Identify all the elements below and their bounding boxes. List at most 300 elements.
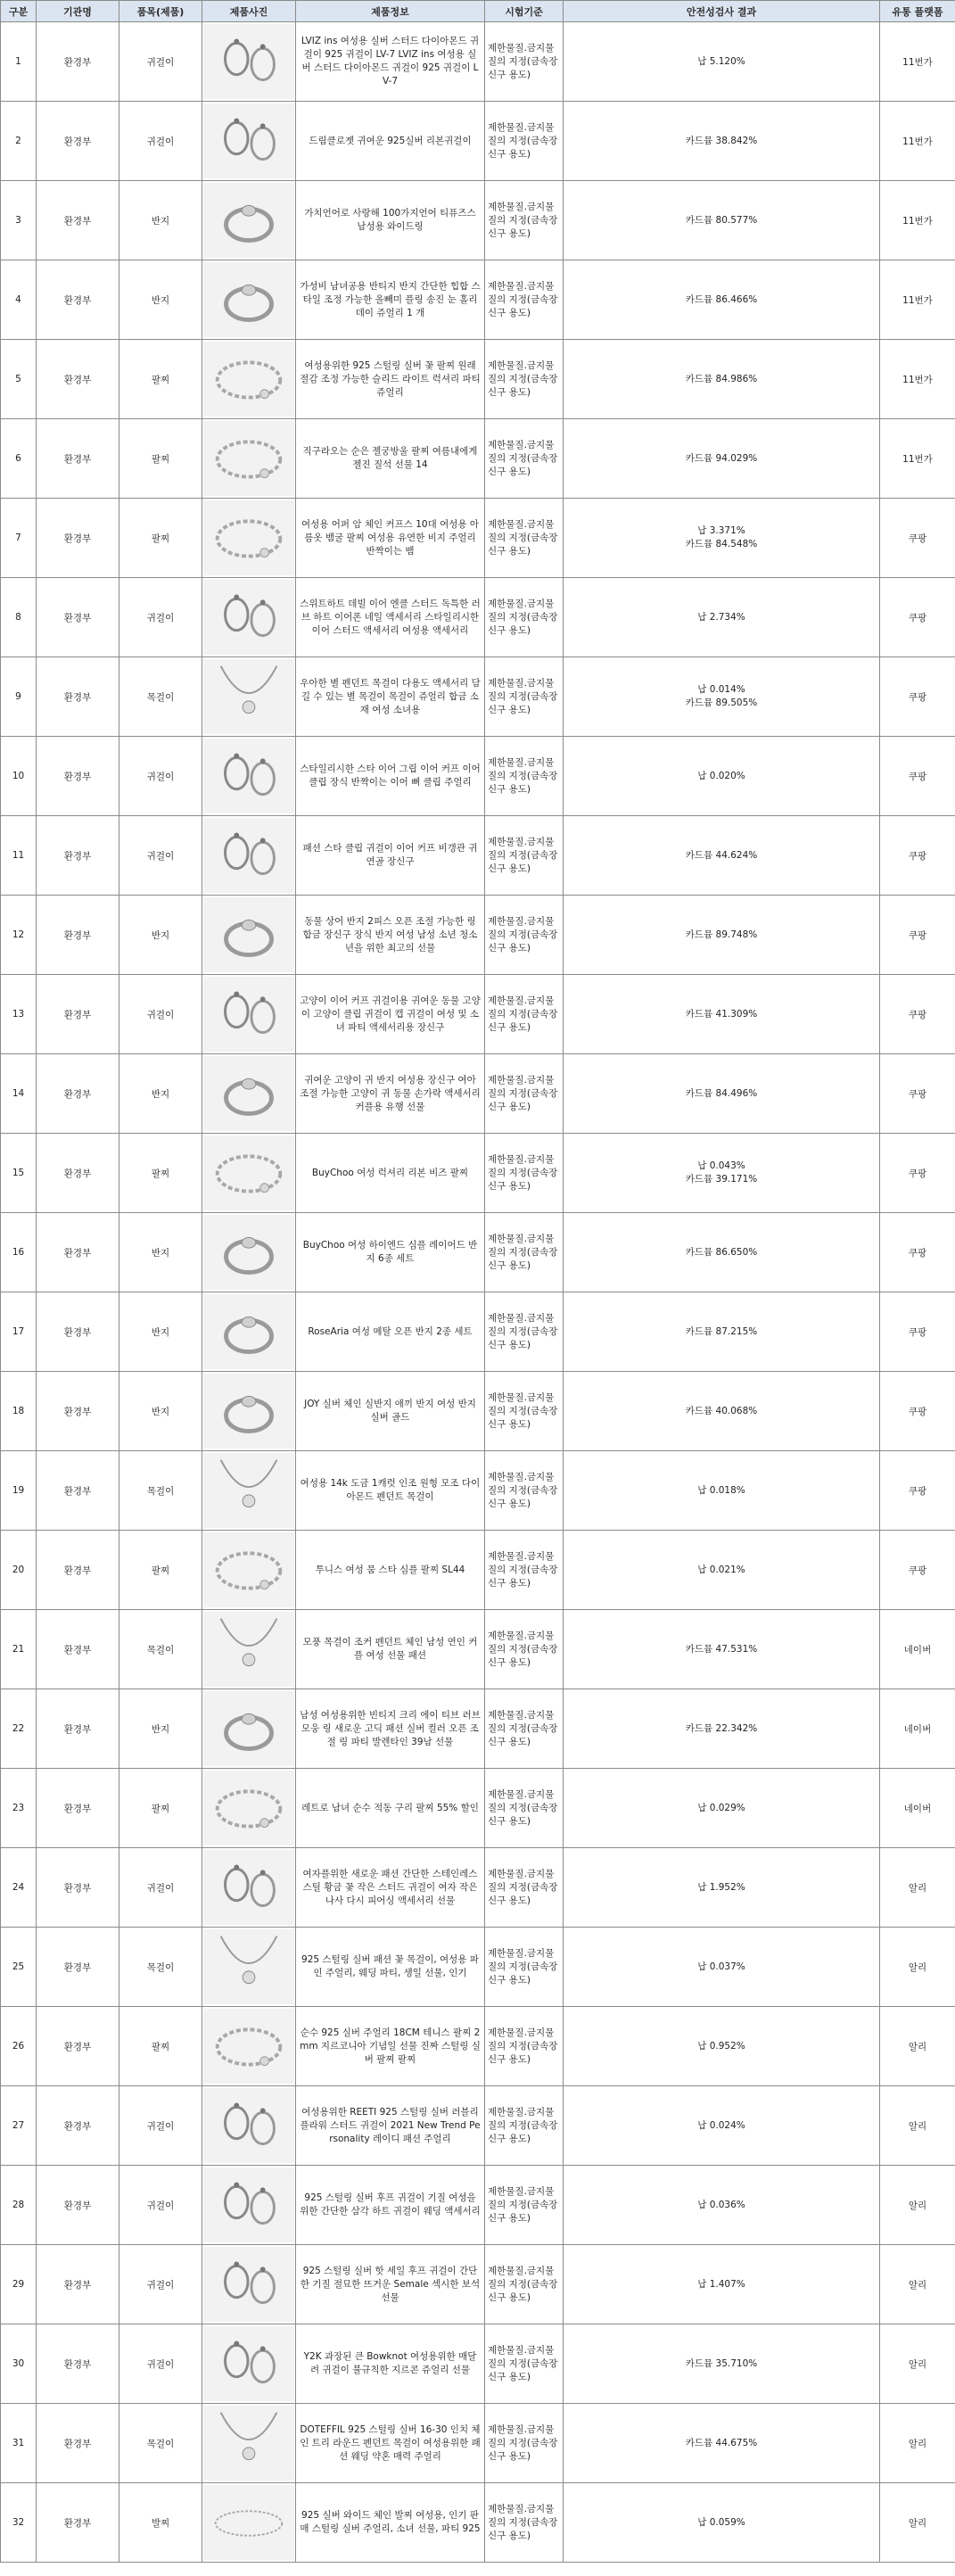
row-item: 반지 (119, 896, 202, 975)
platform: 쿠팡 (880, 1134, 955, 1213)
test-standard: 제한물질.금지물질의 지정(금속장신구 용도) (485, 1213, 564, 1292)
product-info: BuyChoo 여성 럭셔리 리본 비즈 팔찌 (296, 1134, 485, 1213)
test-standard: 제한물질.금지물질의 지정(금속장신구 용도) (485, 816, 564, 896)
product-photo (202, 578, 296, 657)
platform: 11번가 (880, 340, 955, 419)
table-row (1, 499, 955, 578)
product-photo (202, 2404, 296, 2483)
test-result (564, 2007, 880, 2086)
product-info: 남성 여성용위한 빈티지 크리 에이 티브 러브 모웅 링 새로운 고딕 패션 실버 컬러 오픈 조절 링 파티 발렌타인 39남 선물 (296, 1689, 485, 1769)
earring-icon (203, 738, 294, 814)
result-line: 카드뮴 44.624% (685, 849, 758, 861)
row-item: 목걸이 (119, 1928, 202, 2007)
platform: 쿠팡 (880, 975, 955, 1054)
product-photo (202, 657, 296, 737)
result-line: 카드뮴 94.029% (685, 452, 758, 464)
test-standard: 제한물질.금지물질의 지정(금속장신구 용도) (485, 578, 564, 657)
product-info: 여성용위한 925 스털링 실버 꽃 팔찌 원래 절감 조정 가능한 슬리드 라이트 럭셔리 파티 쥬얼리 (296, 340, 485, 419)
row-number: 9 (1, 657, 37, 737)
product-photo (202, 1531, 296, 1610)
row-number: 11 (1, 816, 37, 896)
row-number: 31 (1, 2404, 37, 2483)
result-line: 카드뮴 86.650% (685, 1246, 758, 1258)
platform: 쿠팡 (880, 1292, 955, 1372)
bracelet-icon (203, 2008, 294, 2085)
row-number: 5 (1, 340, 37, 419)
row-item: 팔찌 (119, 1531, 202, 1610)
test-standard: 제한물질.금지물질의 지정(금속장신구 용도) (485, 1292, 564, 1372)
result-line: 납 0.029% (697, 1802, 745, 1813)
platform: 쿠팡 (880, 1054, 955, 1134)
product-info: RoseAria 여성 메탈 오픈 반지 2종 세트 (296, 1292, 485, 1372)
product-info: 여성용위한 REETI 925 스털링 실버 러블리 플라워 스터드 귀걸이 2021 New Trend Personality 레이디 패션 주얼리 (296, 2086, 485, 2166)
row-item: 귀걸이 (119, 975, 202, 1054)
row-number: 21 (1, 1610, 37, 1689)
row-org: 환경부 (37, 260, 119, 340)
table-row (1, 1531, 955, 1610)
table-row (1, 2404, 955, 2483)
test-standard: 제한물질.금지물질의 지정(금속장신구 용도) (485, 181, 564, 260)
test-standard: 제한물질.금지물질의 지정(금속장신구 용도) (485, 737, 564, 816)
result-line: 카드뮴 47.531% (685, 1643, 758, 1655)
product-photo (202, 1213, 296, 1292)
platform: 알리 (880, 2324, 955, 2404)
test-result (564, 260, 880, 340)
product-photo (202, 419, 296, 499)
anklet-icon (203, 2484, 294, 2561)
table-row (1, 2007, 955, 2086)
bracelet-icon (203, 1770, 294, 1846)
ring-icon (203, 1293, 294, 1370)
test-result (564, 419, 880, 499)
product-info: 모풍 목걸이 조커 펜던트 체인 남성 연인 커플 여성 선물 패션 (296, 1610, 485, 1689)
product-photo (202, 1292, 296, 1372)
ring-icon (203, 1373, 294, 1449)
test-standard: 제한물질.금지물질의 지정(금속장신구 용도) (485, 1372, 564, 1451)
test-standard: 제한물질.금지물질의 지정(금속장신구 용도) (485, 2404, 564, 2483)
test-result (564, 2245, 880, 2324)
row-org: 환경부 (37, 1054, 119, 1134)
test-standard: 제한물질.금지물질의 지정(금속장신구 용도) (485, 2483, 564, 2563)
test-result (564, 2404, 880, 2483)
col-header: 구분 (1, 1, 37, 22)
test-result (564, 1689, 880, 1769)
row-item: 귀걸이 (119, 2166, 202, 2245)
col-header: 유통 플랫폼 (880, 1, 955, 22)
result-line: 카드뮴 89.505% (685, 698, 758, 708)
row-number: 23 (1, 1769, 37, 1848)
row-org: 환경부 (37, 1213, 119, 1292)
earring-icon (203, 817, 294, 894)
test-result (564, 1372, 880, 1451)
row-number: 30 (1, 2324, 37, 2404)
row-item: 목걸이 (119, 657, 202, 737)
row-org: 환경부 (37, 181, 119, 260)
row-item: 팔찌 (119, 2007, 202, 2086)
product-photo (202, 1769, 296, 1848)
platform: 쿠팡 (880, 737, 955, 816)
result-line: 납 0.952% (697, 2040, 745, 2052)
necklace-icon (203, 1452, 294, 1529)
row-org: 환경부 (37, 1848, 119, 1928)
table-row (1, 1610, 955, 1689)
row-org: 환경부 (37, 1531, 119, 1610)
platform: 알리 (880, 2404, 955, 2483)
row-number: 6 (1, 419, 37, 499)
row-item: 귀걸이 (119, 2245, 202, 2324)
row-org: 환경부 (37, 340, 119, 419)
platform: 11번가 (880, 260, 955, 340)
table-row (1, 1213, 955, 1292)
row-item: 목걸이 (119, 2404, 202, 2483)
platform: 11번가 (880, 181, 955, 260)
test-standard: 제한물질.금지물질의 지정(금속장신구 용도) (485, 499, 564, 578)
row-number: 22 (1, 1689, 37, 1769)
test-result (564, 2324, 880, 2404)
table-row (1, 1292, 955, 1372)
row-org: 환경부 (37, 2086, 119, 2166)
row-number: 7 (1, 499, 37, 578)
test-standard: 제한물질.금지물질의 지정(금속장신구 용도) (485, 1848, 564, 1928)
test-standard: 제한물질.금지물질의 지정(금속장신구 용도) (485, 22, 564, 102)
row-number: 1 (1, 22, 37, 102)
product-info: 투니스 여성 뭄 스타 심플 팔찌 SL44 (296, 1531, 485, 1610)
row-item: 귀걸이 (119, 816, 202, 896)
row-number: 12 (1, 896, 37, 975)
row-number: 24 (1, 1848, 37, 1928)
table-row (1, 737, 955, 816)
test-standard: 제한물질.금지물질의 지정(금속장신구 용도) (485, 419, 564, 499)
table-row (1, 1134, 955, 1213)
test-result (564, 1292, 880, 1372)
test-result (564, 1213, 880, 1292)
product-info: 고양이 이어 커프 귀걸이용 귀여운 동물 고양이 고양이 클립 귀걸이 캡 귀걸이 여성 및 소녀 파티 액세서리용 장신구 (296, 975, 485, 1054)
necklace-icon (203, 1611, 294, 1688)
result-line: 카드뮴 87.215% (685, 1325, 758, 1337)
test-result (564, 1928, 880, 2007)
row-org: 환경부 (37, 1292, 119, 1372)
table-row (1, 1769, 955, 1848)
earring-icon (203, 976, 294, 1053)
product-info: 925 실버 와이드 체인 발찌 여성용, 인기 판매 스털링 실버 주얼리, 소녀 선물, 파티 925 (296, 2483, 485, 2563)
ring-icon (203, 896, 294, 973)
result-line: 납 5.120% (697, 55, 745, 67)
product-info: JOY 실버 체인 실반지 애끼 반지 여성 반지 실버 골드 (296, 1372, 485, 1451)
test-result (564, 340, 880, 419)
test-result (564, 1848, 880, 1928)
earring-icon (203, 579, 294, 656)
row-number: 15 (1, 1134, 37, 1213)
row-number: 26 (1, 2007, 37, 2086)
table-row (1, 2166, 955, 2245)
col-header: 기관명 (37, 1, 119, 22)
product-info: 925 스털링 실버 패션 꽃 목걸이, 여성용 파인 주얼리, 웨딩 파티, 생일 선물, 인기 (296, 1928, 485, 2007)
row-item: 귀걸이 (119, 1848, 202, 1928)
row-org: 환경부 (37, 419, 119, 499)
row-item: 반지 (119, 1054, 202, 1134)
test-result (564, 578, 880, 657)
bracelet-icon (203, 1532, 294, 1608)
result-line: 카드뮴 84.986% (685, 373, 758, 384)
product-photo (202, 2086, 296, 2166)
bracelet-icon (203, 1135, 294, 1211)
product-info: 드림클로젯 귀여운 925실버 리본귀걸이 (296, 102, 485, 181)
platform: 쿠팡 (880, 1531, 955, 1610)
test-result (564, 499, 880, 578)
product-photo (202, 1689, 296, 1769)
result-line: 납 0.024% (697, 2119, 745, 2131)
product-info: Y2K 과장된 큰 Bowknot 여성용위한 매달려 귀걸이 불규칙한 지르콘 쥬얼리 선물 (296, 2324, 485, 2404)
ring-icon (203, 182, 294, 259)
table-row (1, 419, 955, 499)
col-header: 품목(제품) (119, 1, 202, 22)
table-row (1, 1928, 955, 2007)
product-info: LVIZ ins 여성용 실버 스터드 다이아몬드 귀걸이 925 귀걸이 LV-7 LVIZ ins 여성용 실버 스터드 다이아몬드 귀걸이 925 귀걸이 LV-7 (296, 22, 485, 102)
row-org: 환경부 (37, 499, 119, 578)
test-standard: 제한물질.금지물질의 지정(금속장신구 용도) (485, 1451, 564, 1531)
test-result (564, 737, 880, 816)
platform: 쿠팡 (880, 578, 955, 657)
result-line: 카드뮴 39.171% (685, 1174, 758, 1185)
row-org: 환경부 (37, 578, 119, 657)
table-row (1, 816, 955, 896)
product-photo (202, 816, 296, 896)
row-org: 환경부 (37, 1451, 119, 1531)
table-row (1, 578, 955, 657)
row-org: 환경부 (37, 2483, 119, 2563)
row-item: 귀걸이 (119, 2324, 202, 2404)
necklace-icon (203, 2405, 294, 2481)
test-standard: 제한물질.금지물질의 지정(금속장신구 용도) (485, 1769, 564, 1848)
earring-icon (203, 2087, 294, 2164)
product-info: 스위트하트 데빌 이어 엔클 스터드 독특한 러브 하트 이어폰 네일 액세서리 스타일리시한 이어 스터드 액세서리 여성용 액세서리 (296, 578, 485, 657)
result-line: 납 0.021% (697, 1564, 745, 1575)
row-number: 8 (1, 578, 37, 657)
row-item: 귀걸이 (119, 2086, 202, 2166)
row-item: 팔찌 (119, 419, 202, 499)
platform: 네이버 (880, 1769, 955, 1848)
row-org: 환경부 (37, 1372, 119, 1451)
product-photo (202, 1451, 296, 1531)
test-result (564, 181, 880, 260)
test-standard: 제한물질.금지물질의 지정(금속장신구 용도) (485, 2324, 564, 2404)
row-org: 환경부 (37, 1769, 119, 1848)
row-number: 27 (1, 2086, 37, 2166)
product-photo (202, 260, 296, 340)
platform: 알리 (880, 1928, 955, 2007)
platform: 쿠팡 (880, 1451, 955, 1531)
test-result (564, 1054, 880, 1134)
product-photo (202, 896, 296, 975)
table-row (1, 2324, 955, 2404)
product-photo (202, 975, 296, 1054)
row-number: 14 (1, 1054, 37, 1134)
product-photo (202, 737, 296, 816)
test-standard: 제한물질.금지물질의 지정(금속장신구 용도) (485, 657, 564, 737)
row-org: 환경부 (37, 1134, 119, 1213)
product-info: 우아한 별 펜던트 목걸이 다용도 액세서리 담길 수 있는 별 목걸이 목걸이 쥬얼리 합금 소재 여성 소녀용 (296, 657, 485, 737)
table-row (1, 2086, 955, 2166)
product-info: 여성용 14k 도금 1캐럿 인조 원형 모조 다이아몬드 펜던트 목걸이 (296, 1451, 485, 1531)
test-standard: 제한물질.금지물질의 지정(금속장신구 용도) (485, 975, 564, 1054)
table-row (1, 896, 955, 975)
product-info: 925 스털링 실버 후프 귀걸이 기질 여성을 위한 간단한 삼각 하트 귀걸이 웨딩 액세서리 (296, 2166, 485, 2245)
table-row (1, 1451, 955, 1531)
table-row (1, 2483, 955, 2563)
product-photo (202, 499, 296, 578)
row-number: 4 (1, 260, 37, 340)
row-org: 환경부 (37, 1689, 119, 1769)
row-number: 19 (1, 1451, 37, 1531)
row-number: 32 (1, 2483, 37, 2563)
platform: 알리 (880, 2086, 955, 2166)
row-number: 20 (1, 1531, 37, 1610)
ring-icon (203, 1214, 294, 1291)
row-item: 발찌 (119, 2483, 202, 2563)
row-number: 16 (1, 1213, 37, 1292)
row-item: 반지 (119, 1213, 202, 1292)
row-number: 25 (1, 1928, 37, 2007)
table-row (1, 1054, 955, 1134)
row-item: 목걸이 (119, 1451, 202, 1531)
platform: 알리 (880, 1848, 955, 1928)
result-line: 납 1.952% (697, 1881, 745, 1893)
product-info: 여자플위한 새로운 패션 간단한 스테인레스 스틸 황금 꽃 작은 스터드 귀걸이 여자 작은 나사 다시 피어싱 액세서리 선물 (296, 1848, 485, 1928)
bracelet-icon (203, 420, 294, 497)
col-header: 제품정보 (296, 1, 485, 22)
row-item: 귀걸이 (119, 578, 202, 657)
row-item: 반지 (119, 260, 202, 340)
product-info: 가성비 남녀공용 반티지 반지 간단한 힙합 스타일 조정 가능한 올빼미 플링 송진 눈 홀리데이 쥬얼리 1 개 (296, 260, 485, 340)
bracelet-icon (203, 341, 294, 417)
product-photo (202, 2166, 296, 2245)
product-photo (202, 2007, 296, 2086)
test-result (564, 816, 880, 896)
earring-icon (203, 1849, 294, 1926)
table-row (1, 657, 955, 737)
row-org: 환경부 (37, 2324, 119, 2404)
test-standard: 제한물질.금지물질의 지정(금속장신구 용도) (485, 102, 564, 181)
row-number: 18 (1, 1372, 37, 1451)
table-row (1, 1689, 955, 1769)
row-org: 환경부 (37, 22, 119, 102)
platform: 알리 (880, 2245, 955, 2324)
test-result (564, 2086, 880, 2166)
row-org: 환경부 (37, 2166, 119, 2245)
product-info: BuyChoo 여성 하이엔드 심플 레이어드 반지 6종 세트 (296, 1213, 485, 1292)
row-org: 환경부 (37, 737, 119, 816)
product-photo (202, 340, 296, 419)
result-line: 납 0.014% (697, 684, 745, 695)
product-photo (202, 2324, 296, 2404)
earring-icon (203, 2246, 294, 2323)
platform: 쿠팡 (880, 1372, 955, 1451)
row-number: 13 (1, 975, 37, 1054)
row-item: 귀걸이 (119, 737, 202, 816)
result-line: 카드뮴 84.548% (685, 539, 758, 549)
test-standard: 제한물질.금지물질의 지정(금속장신구 용도) (485, 2086, 564, 2166)
test-standard: 제한물질.금지물질의 지정(금속장신구 용도) (485, 896, 564, 975)
platform: 알리 (880, 2483, 955, 2563)
result-line: 납 0.059% (697, 2516, 745, 2528)
platform: 쿠팡 (880, 896, 955, 975)
test-result (564, 1610, 880, 1689)
result-line: 납 0.020% (697, 770, 745, 781)
platform: 쿠팡 (880, 657, 955, 737)
row-item: 귀걸이 (119, 22, 202, 102)
platform: 쿠팡 (880, 1213, 955, 1292)
product-info: 스타일리시한 스타 이어 그립 이어 커프 이어 클립 장식 반짝이는 이어 뼈 클립 주얼리 (296, 737, 485, 816)
earring-icon (203, 23, 294, 100)
platform: 네이버 (880, 1610, 955, 1689)
result-line: 납 0.043% (697, 1160, 745, 1171)
product-info: 925 스털링 실버 핫 세일 후프 귀걸이 간단한 기질 절묘한 뜨거운 Semale 섹시한 보석 선물 (296, 2245, 485, 2324)
row-org: 환경부 (37, 1928, 119, 2007)
table-row (1, 260, 955, 340)
test-standard: 제한물질.금지물질의 지정(금속장신구 용도) (485, 1531, 564, 1610)
product-info: 여성용 어퍼 암 체인 커프스 10대 여성용 아름옷 뱀굴 팔찌 여성용 유연한 비지 주얼리 반짝이는 뱀 (296, 499, 485, 578)
row-item: 귀걸이 (119, 102, 202, 181)
test-result (564, 1451, 880, 1531)
result-line: 납 2.734% (697, 611, 745, 623)
platform: 11번가 (880, 22, 955, 102)
test-standard: 제한물질.금지물질의 지정(금속장신구 용도) (485, 2245, 564, 2324)
test-standard: 제한물질.금지물질의 지정(금속장신구 용도) (485, 340, 564, 419)
row-number: 28 (1, 2166, 37, 2245)
test-result (564, 22, 880, 102)
product-photo (202, 1372, 296, 1451)
necklace-icon (203, 658, 294, 735)
result-line: 납 1.407% (697, 2278, 745, 2290)
test-standard: 제한물질.금지물질의 지정(금속장신구 용도) (485, 260, 564, 340)
row-org: 환경부 (37, 816, 119, 896)
table-row (1, 1848, 955, 1928)
row-number: 10 (1, 737, 37, 816)
product-photo (202, 22, 296, 102)
table-row (1, 22, 955, 102)
platform: 알리 (880, 2007, 955, 2086)
result-line: 카드뮴 41.309% (685, 1008, 758, 1020)
test-result (564, 657, 880, 737)
product-photo (202, 1054, 296, 1134)
test-standard: 제한물질.금지물질의 지정(금속장신구 용도) (485, 2166, 564, 2245)
product-info: 패션 스타 클립 귀걸이 이어 커프 비갱관 귀 연골 장신구 (296, 816, 485, 896)
table-row (1, 102, 955, 181)
row-item: 반지 (119, 1372, 202, 1451)
result-line: 카드뮴 89.748% (685, 929, 758, 940)
test-standard: 제한물질.금지물질의 지정(금속장신구 용도) (485, 1689, 564, 1769)
product-info: DOTEFFIL 925 스털링 실버 16-30 인치 체인 트리 라운드 펜던트 목걸이 여성용위한 패션 웨딩 약혼 매력 주얼리 (296, 2404, 485, 2483)
platform: 알리 (880, 2166, 955, 2245)
result-line: 납 0.037% (697, 1961, 745, 1972)
result-line: 카드뮴 86.466% (685, 293, 758, 305)
row-number: 29 (1, 2245, 37, 2324)
ring-icon (203, 1690, 294, 1767)
row-org: 환경부 (37, 1610, 119, 1689)
row-item: 목걸이 (119, 1610, 202, 1689)
header-row (1, 1, 955, 22)
result-line: 카드뮴 22.342% (685, 1722, 758, 1734)
row-item: 반지 (119, 1292, 202, 1372)
ring-icon (203, 261, 294, 338)
product-info: 귀여운 고양이 귀 반지 여성용 장신구 여아 조절 가능한 고양이 귀 동물 손가락 액세서리 커플용 유행 선물 (296, 1054, 485, 1134)
test-result (564, 975, 880, 1054)
row-item: 팔찌 (119, 499, 202, 578)
earring-icon (203, 103, 294, 179)
row-org: 환경부 (37, 2245, 119, 2324)
row-item: 팔찌 (119, 1769, 202, 1848)
result-line: 카드뮴 35.710% (685, 2357, 758, 2369)
